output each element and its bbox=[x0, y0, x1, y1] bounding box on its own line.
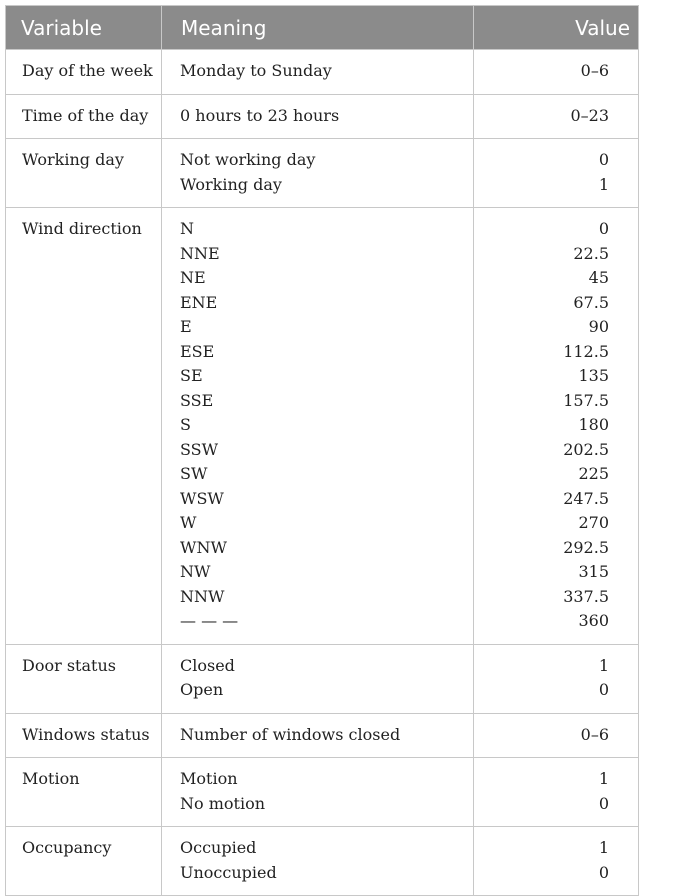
header-variable: Variable bbox=[6, 6, 162, 50]
value-item: 67.5 bbox=[573, 292, 609, 312]
meaning-item: SSE bbox=[180, 390, 214, 410]
meaning-item: SSW bbox=[180, 439, 219, 459]
value-item: 22.5 bbox=[573, 243, 609, 263]
value-item: 1 bbox=[598, 769, 609, 788]
table-body bbox=[6, 50, 639, 896]
header-meaning: Meaning bbox=[162, 6, 474, 50]
value-item: 0 bbox=[598, 219, 609, 238]
value-item: 0 bbox=[598, 793, 609, 813]
value-item: 157.5 bbox=[563, 390, 609, 410]
meaning-item: Not working day bbox=[180, 150, 316, 169]
meaning-cell bbox=[162, 713, 474, 758]
value-cell bbox=[474, 644, 639, 713]
value-item: 1 bbox=[598, 174, 609, 194]
value-item: 337.5 bbox=[563, 586, 609, 606]
meaning-item: NE bbox=[180, 268, 206, 287]
value-item: 0 bbox=[598, 862, 609, 882]
value-item: 202.5 bbox=[563, 439, 609, 459]
meaning-item: Occupied bbox=[180, 838, 257, 857]
meaning-item: Monday to Sunday bbox=[180, 61, 332, 80]
value-cell bbox=[474, 713, 639, 758]
value-item: 0–6 bbox=[580, 724, 609, 744]
value-item: 90 bbox=[588, 317, 609, 336]
table-row bbox=[6, 644, 639, 713]
value-item: 0 bbox=[598, 150, 609, 169]
meaning-cell bbox=[162, 644, 474, 713]
table-row bbox=[6, 827, 639, 896]
variable-cell: Working day bbox=[6, 139, 162, 208]
meaning-item: Closed bbox=[180, 655, 235, 675]
value-item: 225 bbox=[578, 464, 609, 483]
table-row bbox=[6, 758, 639, 827]
meaning-cell bbox=[162, 50, 474, 95]
meaning-cell bbox=[162, 94, 474, 139]
value-cell bbox=[474, 139, 639, 208]
meaning-item: 0 hours to 23 hours bbox=[180, 105, 340, 125]
variable-cell: Windows status bbox=[6, 713, 162, 758]
header-row bbox=[6, 6, 639, 50]
variable-cell: Door status bbox=[6, 644, 162, 713]
variable-cell: Motion bbox=[6, 758, 162, 827]
value-cell bbox=[474, 827, 639, 896]
meaning-item: S bbox=[180, 415, 191, 434]
meaning-item: Unoccupied bbox=[180, 862, 277, 882]
meaning-item: Open bbox=[180, 680, 224, 699]
value-cell bbox=[474, 50, 639, 95]
meaning-item: SE bbox=[180, 366, 203, 385]
value-item: 360 bbox=[578, 611, 609, 630]
variables-table-container bbox=[5, 5, 638, 896]
value-item: 0–23 bbox=[570, 105, 609, 125]
value-item: 292.5 bbox=[563, 537, 609, 557]
variable-cell: Wind direction bbox=[6, 208, 162, 645]
meaning-cell bbox=[162, 208, 474, 645]
meaning-cell bbox=[162, 827, 474, 896]
header-value: Value bbox=[474, 6, 639, 50]
value-item: 0–6 bbox=[580, 61, 609, 80]
value-item: 135 bbox=[578, 366, 609, 385]
meaning-item: W bbox=[180, 513, 197, 532]
value-cell bbox=[474, 758, 639, 827]
meaning-item: ESE bbox=[180, 341, 215, 361]
meaning-item: ENE bbox=[180, 292, 218, 312]
table-row bbox=[6, 94, 639, 139]
value-item: 315 bbox=[578, 562, 609, 581]
value-item: 1 bbox=[598, 655, 609, 675]
meaning-item: WSW bbox=[180, 488, 224, 508]
value-item: 180 bbox=[578, 415, 609, 434]
table-row bbox=[6, 208, 639, 645]
variable-cell: Occupancy bbox=[6, 827, 162, 896]
value-item: 0 bbox=[598, 680, 609, 699]
meaning-cell bbox=[162, 139, 474, 208]
meaning-item: WNW bbox=[180, 537, 227, 557]
table-row bbox=[6, 139, 639, 208]
variable-cell: Day of the week bbox=[6, 50, 162, 95]
meaning-item: SW bbox=[180, 464, 208, 483]
meaning-item: Working day bbox=[180, 174, 282, 194]
table-row bbox=[6, 50, 639, 95]
meaning-cell bbox=[162, 758, 474, 827]
value-cell bbox=[474, 208, 639, 645]
value-item: 112.5 bbox=[563, 341, 609, 361]
meaning-item: NNE bbox=[180, 243, 220, 263]
variable-cell: Time of the day bbox=[6, 94, 162, 139]
meaning-item: E bbox=[180, 317, 192, 336]
value-item: 1 bbox=[598, 838, 609, 857]
table-header bbox=[6, 6, 639, 50]
meaning-item: Motion bbox=[180, 769, 238, 788]
variables-table bbox=[5, 5, 639, 896]
value-cell bbox=[474, 94, 639, 139]
value-item: 45 bbox=[588, 268, 609, 287]
value-item: 270 bbox=[578, 513, 609, 532]
value-item: 247.5 bbox=[563, 488, 609, 508]
meaning-item: NW bbox=[180, 562, 211, 581]
meaning-item: NNW bbox=[180, 586, 225, 606]
meaning-item: N bbox=[180, 219, 194, 238]
meaning-item: Number of windows closed bbox=[180, 724, 401, 744]
meaning-item: No motion bbox=[180, 793, 266, 813]
table-row bbox=[6, 713, 639, 758]
meaning-item: — — — bbox=[180, 611, 239, 630]
